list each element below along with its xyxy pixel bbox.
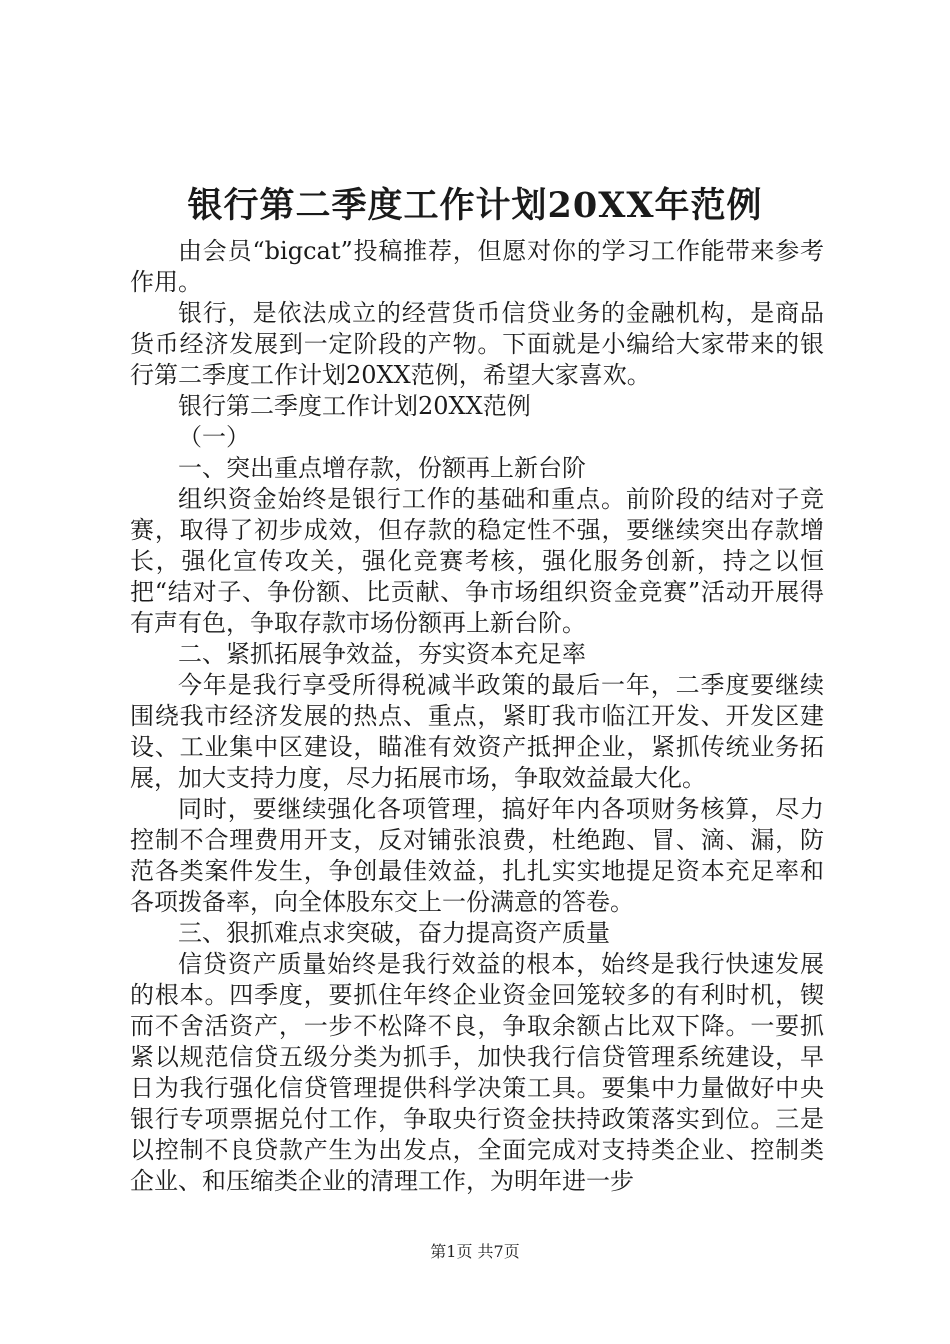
- heading-section-2: 二、紧抓拓展争效益，夯实资本充足率: [178, 640, 586, 668]
- paragraph-intro: 由会员“bigcat”投稿推荐，但愿对你的学习工作能带来参考作用。: [130, 237, 824, 296]
- paragraph-bank-definition: 银行，是依法成立的经营货币信贷业务的金融机构，是商品货币经济发展到一定阶段的产物。下面就是小编给大家带来的银行第二季度工作计划20XX范例，希望大家喜欢。: [130, 299, 824, 389]
- paragraph-section-2a: 今年是我行享受所得税减半政策的最后一年，二季度要继续围绕我市经济发展的热点、重点，紧盯我市临江开发、开发区建设、工业集中区建设，瞄准有效资产抵押企业，紧抓传统业务拓展，加大支持力度，尽力拓展市场，争取效益最大化。: [130, 671, 824, 792]
- paragraph-section-3: 信贷资产质量始终是我行效益的根本，始终是我行快速发展的根本。四季度，要抓住年终企业资金回笼较多的有利时机，锲而不舍活资产，一步不松降不良，争取余额占比双下降。一要抓紧以规范信贷五级分类为抓手，加快我行信贷管理系统建设，早日为我行强化信贷管理提供科学决策工具。要集中力量做好中央银行专项票据兑付工作，争取央行资金扶持政策落实到位。三是以控制不良贷款产生为出发点，全面完成对支持类企业、控制类企业、和压缩类企业的清理工作，为明年进一步: [130, 950, 824, 1195]
- paragraph-section-1: 组织资金始终是银行工作的基础和重点。前阶段的结对子竞赛，取得了初步成效，但存款的稳定性不强，要继续突出存款增长，强化宣传攻关，强化竞赛考核，强化服务创新，持之以恒把“结对子、争份额、比贡献、争市场组织资金竞赛”活动开展得有声有色，争取存款市场份额再上新台阶。: [130, 485, 824, 637]
- paragraph-section-number: （一）: [178, 423, 250, 451]
- document-title: 银行第二季度工作计划20XX年范例: [187, 185, 763, 226]
- paragraph-subtitle: 银行第二季度工作计划20XX范例: [178, 392, 531, 420]
- heading-section-3: 三、狠抓难点求突破，奋力提高资产质量: [178, 919, 610, 947]
- page-footer: 第1页 共7页: [430, 1242, 520, 1261]
- heading-section-1: 一、突出重点增存款，份额再上新台阶: [178, 454, 586, 482]
- document-body: [130, 236, 824, 1197]
- paragraph-section-2b: 同时，要继续强化各项管理，搞好年内各项财务核算，尽力控制不合理费用开支，反对铺张浪费，杜绝跑、冒、滴、漏，防范各类案件发生，争创最佳效益，扎扎实实地提足资本充足率和各项拨备率，向全体股东交上一份满意的答卷。: [130, 795, 824, 916]
